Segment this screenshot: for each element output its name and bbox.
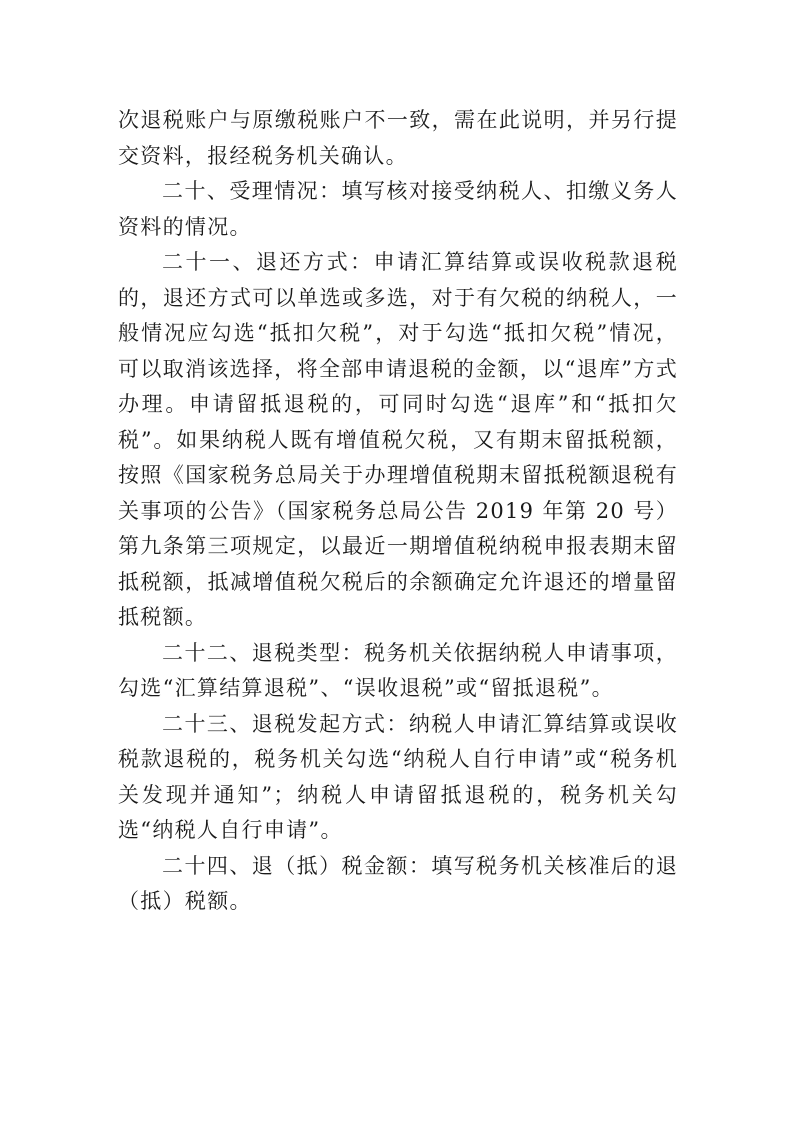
paragraph-continued: 次退税账户与原缴税账户不一致，需在此说明，并另行提交资料，报经税务机关确认。: [118, 108, 678, 168]
paragraph-item-21: 二十一、退还方式：申请汇算结算或误收税款退税的，退还方式可以单选或多选，对于有欠税的纳税人，一般情况应勾选“抵扣欠税”，对于勾选“抵扣欠税”情况，可以取消该选择，将全部申请退税的金额，以“退库”方式办理。申请留抵退税的，可同时勾选“退库”和“抵扣欠税”。如果纳税人既有增值税欠税，又有期末留抵税额，按照《国家税务总局关于办理增值税期末留抵税额退税有关事项的公告》（国家税务总局公告 2019 年第 20 号）第九条第三项规定，以最近一期增值税纳税申报表期末留抵税额，抵减增值税欠税后的余额确定允许退还的增量留抵税额。: [118, 250, 678, 629]
document-body: [118, 103, 678, 920]
paragraph-item-20: 二十、受理情况：填写核对接受纳税人、扣缴义务人资料的情况。: [118, 179, 678, 239]
paragraph-item-22: 二十二、退税类型：税务机关依据纳税人申请事项，勾选“汇算结算退税”、“误收退税”或“留抵退税”。: [118, 640, 678, 700]
paragraph-item-23: 二十三、退税发起方式：纳税人申请汇算结算或误收税款退税的，税务机关勾选“纳税人自行申请”或“税务机关发现并通知”；纳税人申请留抵退税的，税务机关勾选“纳税人自行申请”。: [118, 711, 678, 842]
paragraph-item-24: 二十四、退（抵）税金额：填写税务机关核准后的退（抵）税额。: [118, 853, 678, 913]
